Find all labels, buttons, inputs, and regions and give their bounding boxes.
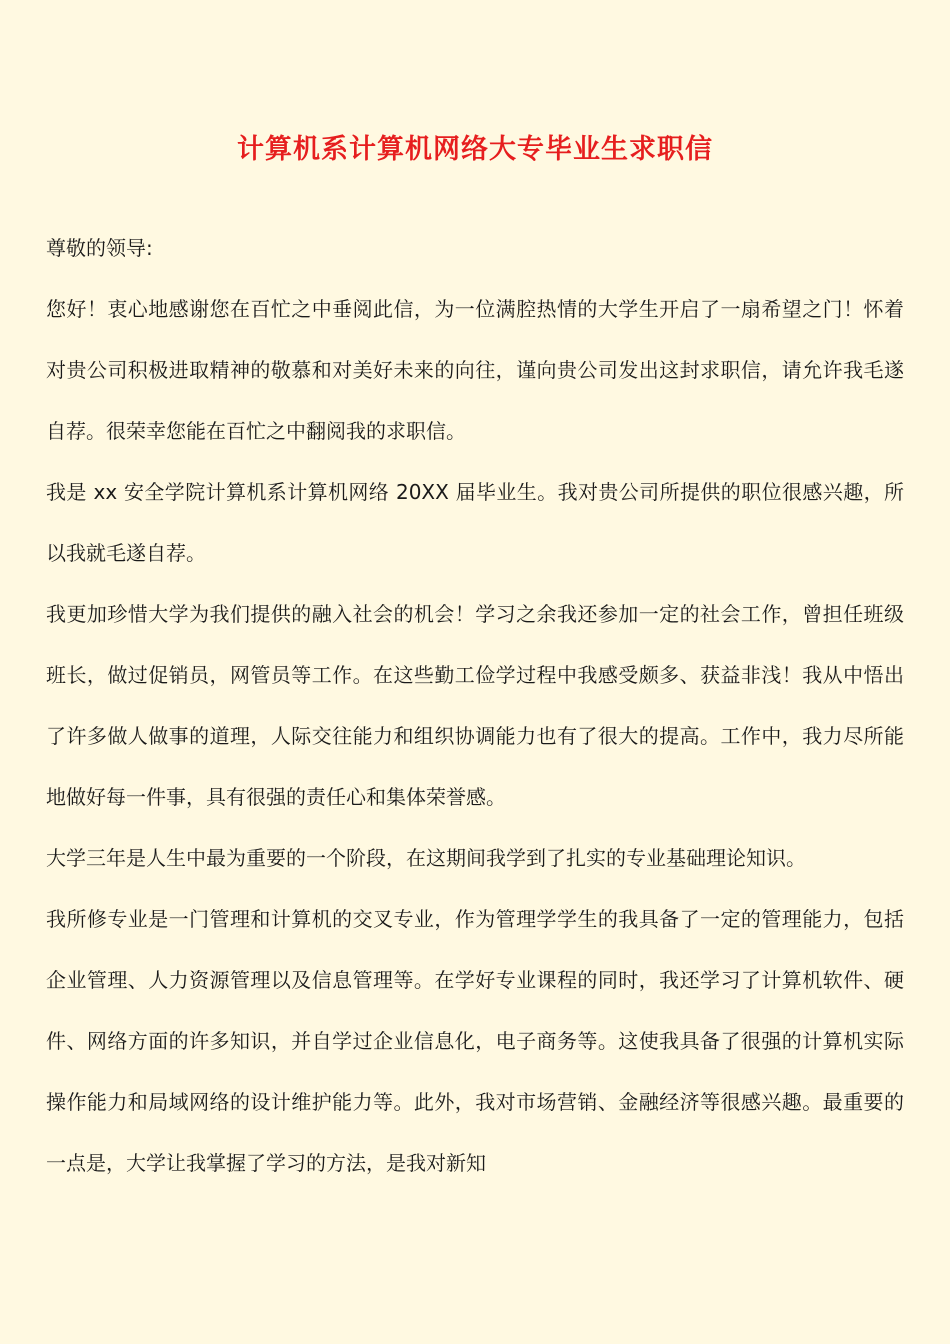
paragraph-5: 我所修专业是一门管理和计算机的交叉专业，作为管理学学生的我具备了一定的管理能力，包括企业管理、人力资源管理以及信息管理等。在学好专业课程的同时，我还学习了计算机软件、硬件、网络方面的许多知识，并自学过企业信息化，电子商务等。这使我具备了很强的计算机实际操作能力和局域网络的设计维护能力等。此外，我对市场营销、金融经济等很感兴趣。最重要的一点是，大学让我掌握了学习的方法，是我对新知 — [46, 907, 904, 1175]
paragraph-4: 大学三年是人生中最为重要的一个阶段，在这期间我学到了扎实的专业基础理论知识。 — [46, 846, 806, 870]
paragraph-1: 您好！衷心地感谢您在百忙之中垂阅此信，为一位满腔热情的大学生开启了一扇希望之门！怀着对贵公司积极进取精神的敬慕和对美好未来的向往，谨向贵公司发出这封求职信，请允许我毛遂自荐。很荣幸您能在百忙之中翻阅我的求职信。 — [46, 297, 904, 443]
letter-body — [46, 218, 904, 1194]
paragraph-2: 我是 xx 安全学院计算机系计算机网络 20XX 届毕业生。我对贵公司所提供的职位很感兴趣，所以我就毛遂自荐。 — [46, 480, 904, 565]
document-title: 计算机系计算机网络大专毕业生求职信 — [237, 134, 713, 165]
paragraph-3: 我更加珍惜大学为我们提供的融入社会的机会！学习之余我还参加一定的社会工作，曾担任班级班长，做过促销员，网管员等工作。在这些勤工俭学过程中我感受颇多、获益非浅！我从中悟出了许多做人做事的道理，人际交往能力和组织协调能力也有了很大的提高。工作中，我力尽所能地做好每一件事，具有很强的责任心和集体荣誉感。 — [46, 602, 904, 809]
salutation: 尊敬的领导: — [46, 236, 153, 260]
